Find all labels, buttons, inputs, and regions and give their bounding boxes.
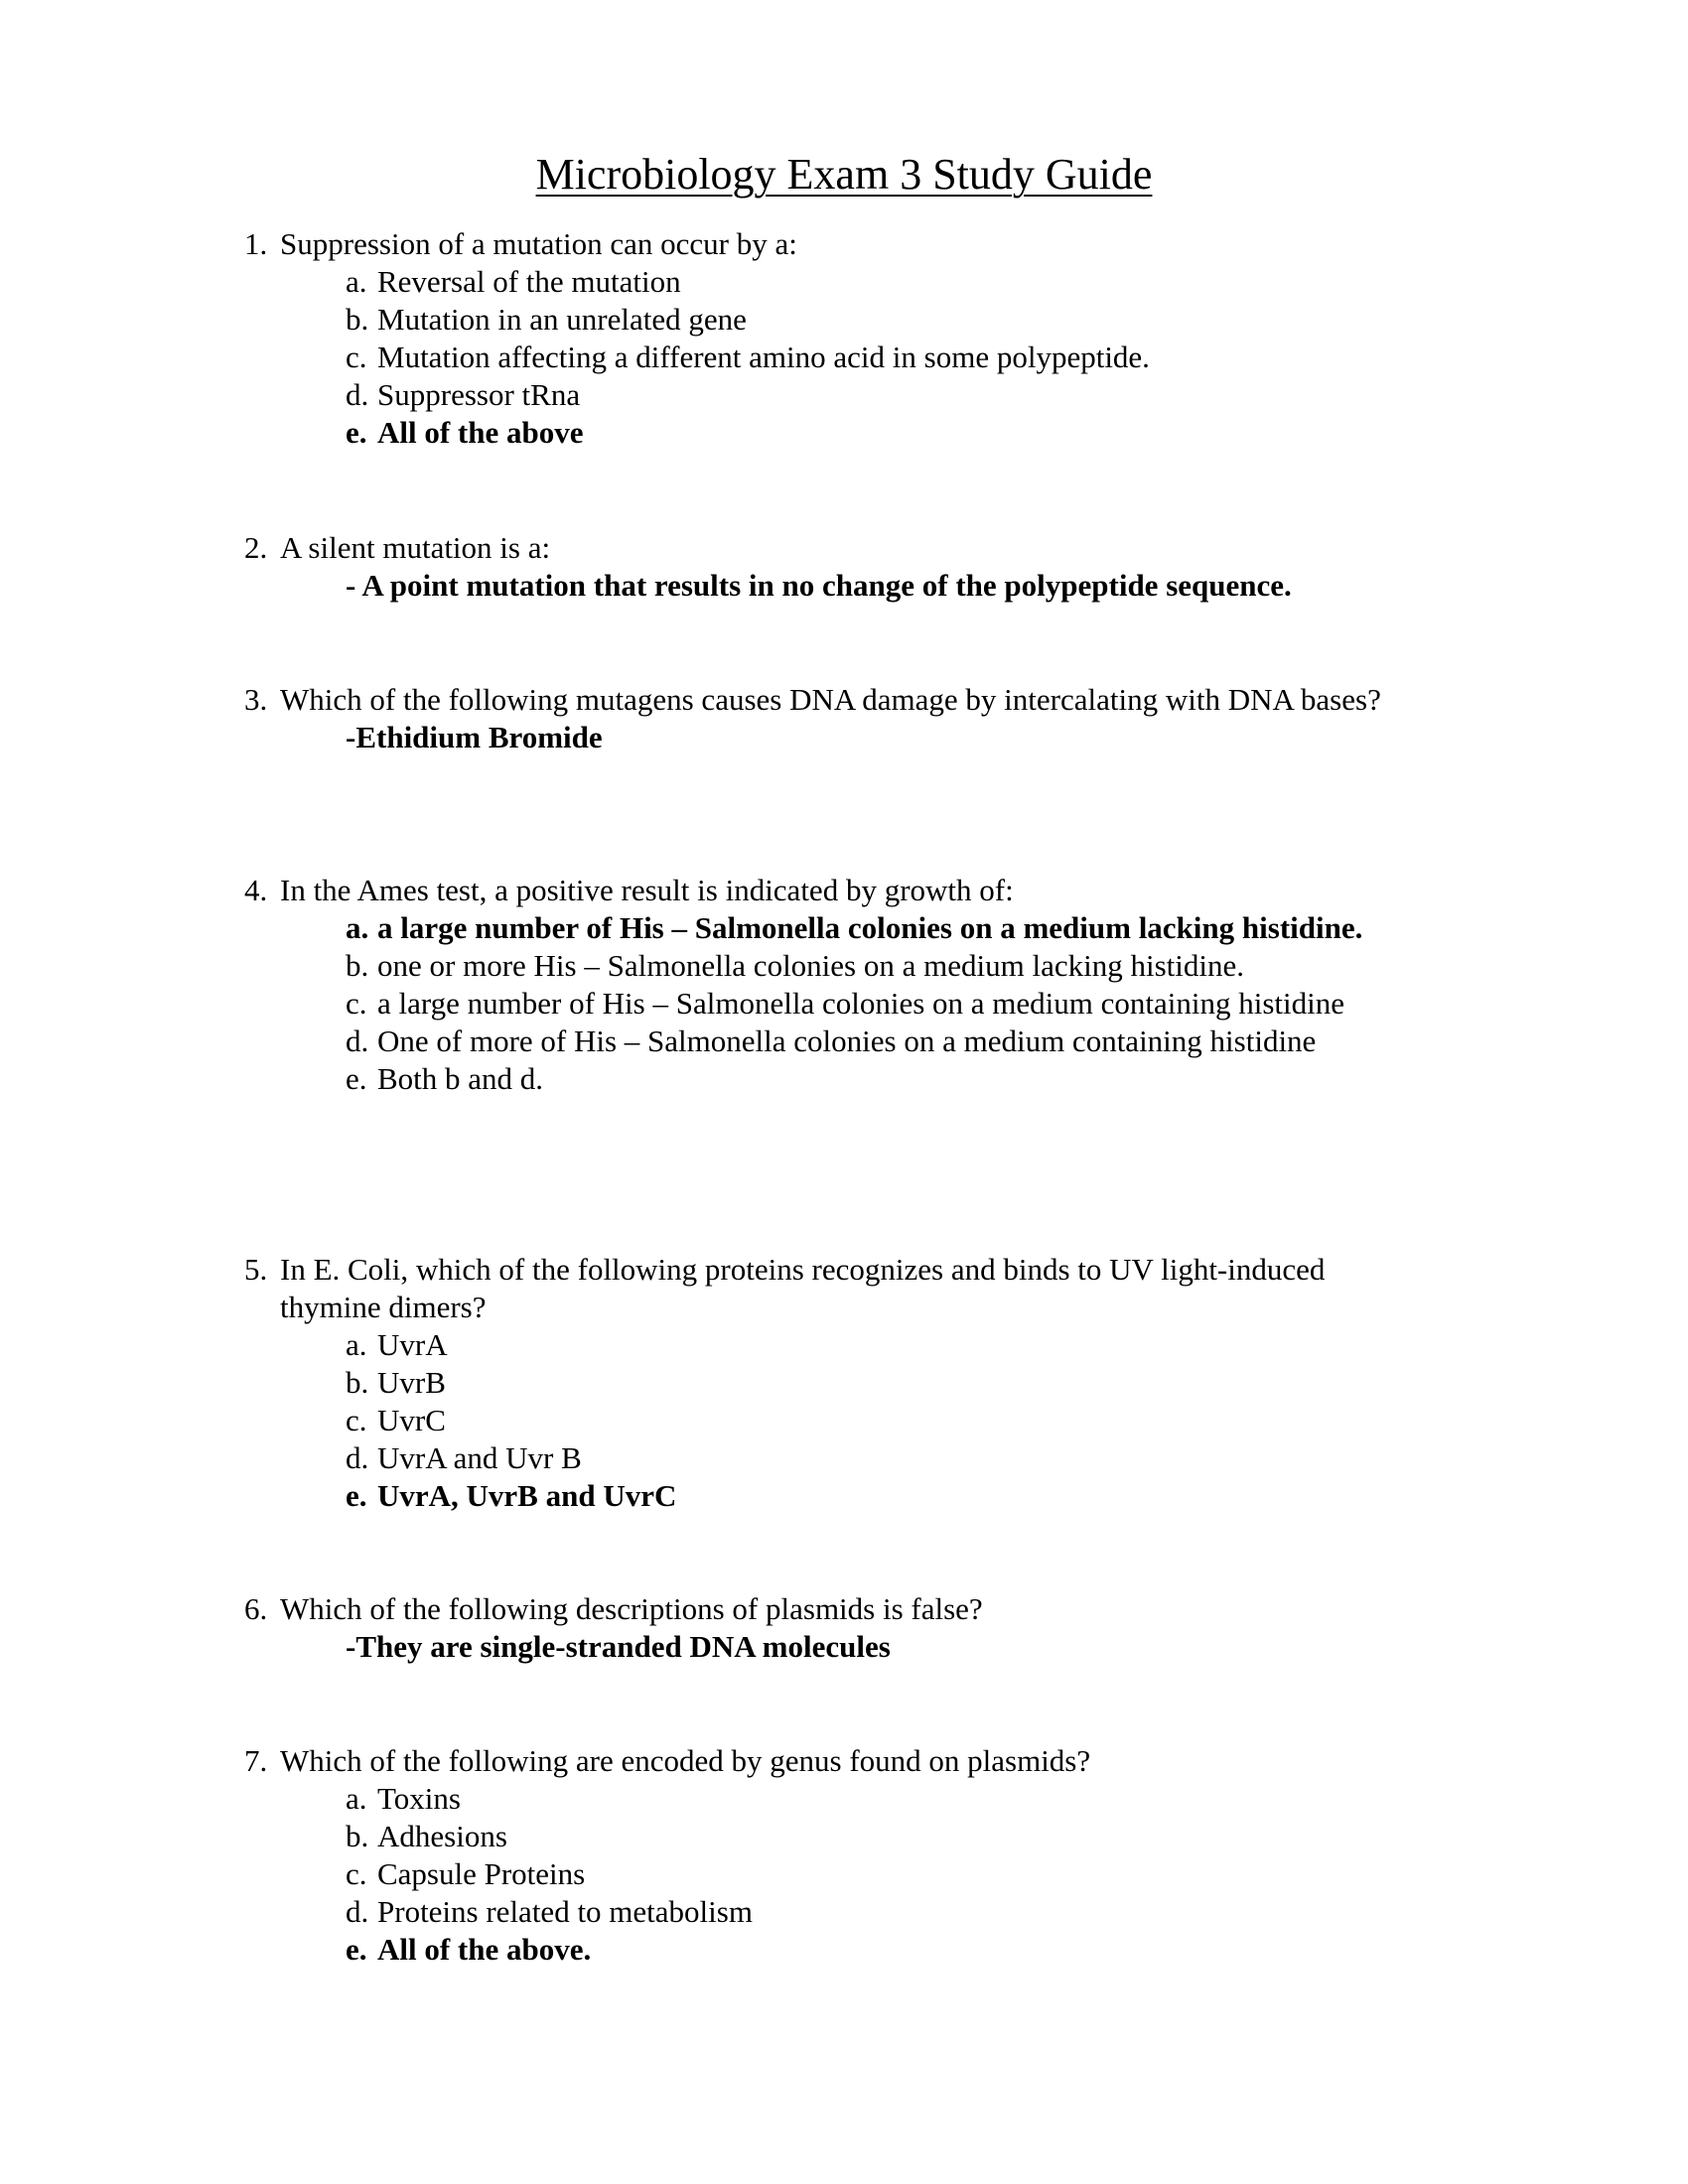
question-number: 2. xyxy=(244,530,268,565)
question-4 xyxy=(244,872,1396,1098)
question-number: 6. xyxy=(244,1591,268,1626)
question-3 xyxy=(244,681,1396,756)
question-number: 1. xyxy=(244,226,268,261)
option-a: a. Toxins xyxy=(346,1781,461,1816)
answer-text: -They are single-stranded DNA molecules xyxy=(346,1629,891,1664)
question-1 xyxy=(244,225,1436,452)
question-text: Which of the following descriptions of plasmids is false? xyxy=(280,1591,983,1626)
question-5 xyxy=(244,1251,1416,1515)
question-text: Which of the following are encoded by genus found on plasmids? xyxy=(280,1743,1091,1778)
option-list xyxy=(346,1780,1436,1969)
option-b: b. one or more His – Salmonella colonies on a medium lacking histidine. xyxy=(346,948,1244,983)
option-d: d. Proteins related to metabolism xyxy=(346,1894,753,1929)
question-number: 3. xyxy=(244,682,268,717)
option-d: d. Suppressor tRna xyxy=(346,377,581,412)
option-a: a. UvrA xyxy=(346,1327,448,1362)
question-text: In E. Coli, which of the following proteins recognizes and binds to UV light-induced thymine dimers? xyxy=(280,1252,1326,1324)
option-e-correct: e. All of the above xyxy=(346,415,584,450)
option-d: d. One of more of His – Salmonella colonies on a medium containing histidine xyxy=(346,1024,1317,1058)
question-6 xyxy=(244,1590,1436,1666)
question-text: Which of the following mutagens causes DNA damage by intercalating with DNA bases? xyxy=(280,682,1381,717)
option-b: b. UvrB xyxy=(346,1365,446,1400)
question-2 xyxy=(244,529,1436,605)
option-e-correct: e. UvrA, UvrB and UvrC xyxy=(346,1478,677,1513)
question-text: Suppression of a mutation can occur by a: xyxy=(280,226,797,261)
option-list xyxy=(346,909,1396,1098)
option-c: c. UvrC xyxy=(346,1403,446,1437)
answer-text: - A point mutation that results in no change of the polypeptide sequence. xyxy=(346,568,1292,603)
option-b: b. Mutation in an unrelated gene xyxy=(346,302,747,337)
option-a-correct: a. a large number of His – Salmonella colonies on a medium lacking histidine. xyxy=(346,910,1363,945)
option-a: a. Reversal of the mutation xyxy=(346,264,681,299)
option-e: e. Both b and d. xyxy=(346,1061,544,1096)
page-title: Microbiology Exam 3 Study Guide xyxy=(535,150,1153,199)
question-text: In the Ames test, a positive result is indicated by growth of: xyxy=(280,873,1014,907)
answer-text: -Ethidium Bromide xyxy=(346,720,603,754)
option-c: c. Mutation affecting a different amino acid in some polypeptide. xyxy=(346,340,1150,374)
question-text: A silent mutation is a: xyxy=(280,530,551,565)
question-number: 4. xyxy=(244,873,268,907)
option-c: c. Capsule Proteins xyxy=(346,1856,586,1891)
option-list xyxy=(346,263,1436,452)
question-number: 5. xyxy=(244,1252,268,1287)
question-7 xyxy=(244,1742,1436,1969)
option-e-correct: e. All of the above. xyxy=(346,1932,592,1967)
question-number: 7. xyxy=(244,1743,268,1778)
option-list xyxy=(346,1326,1416,1515)
option-c: c. a large number of His – Salmonella colonies on a medium containing histidine xyxy=(346,986,1345,1021)
option-d: d. UvrA and Uvr B xyxy=(346,1440,582,1475)
option-b: b. Adhesions xyxy=(346,1819,507,1853)
